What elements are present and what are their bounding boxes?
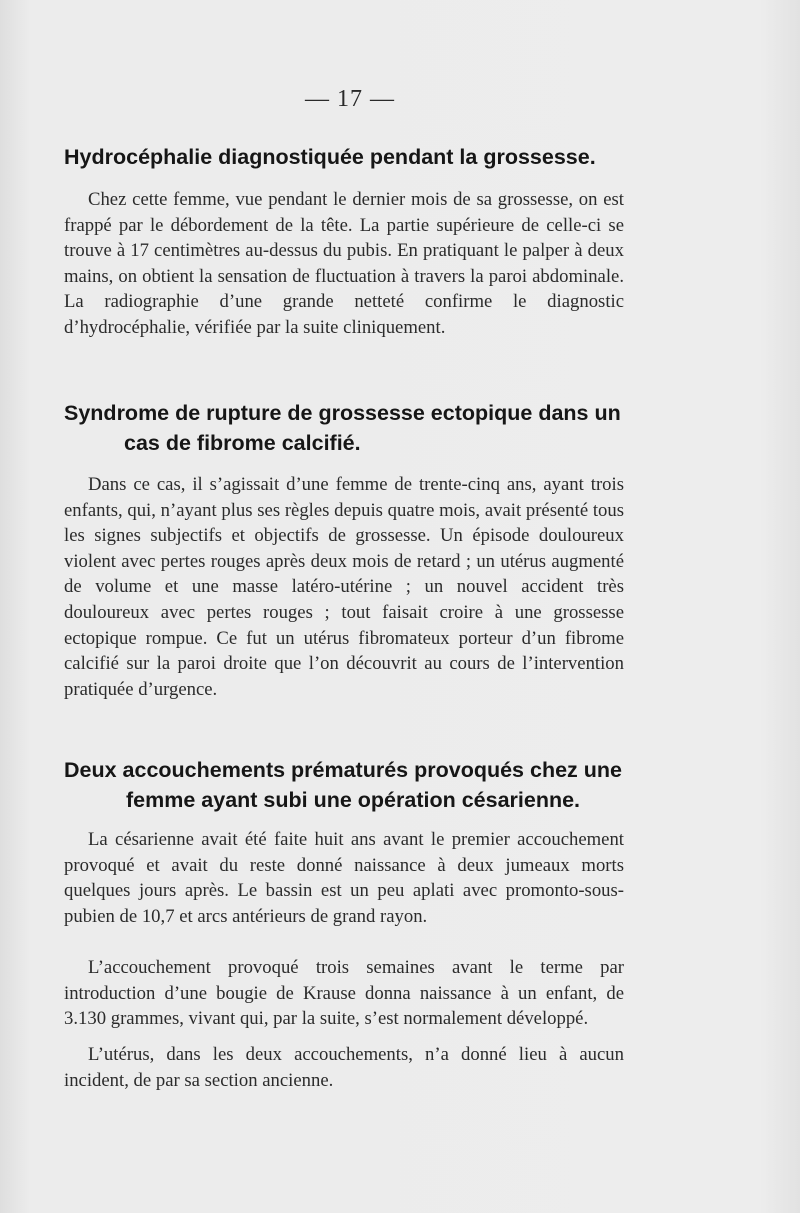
section-heading-line-2: femme ayant subi une opération césarienne. [126, 788, 581, 812]
paragraph-grossesse-ectopique: Dans ce cas, il s’agissait d’une femme de trente-cinq ans, ayant trois enfants, qui, n’ayant plus ses règles depuis quatre mois, avait présenté tous les signes subjectifs et objectifs de grossesse. Un épisode douloureux violent avec pertes rouges après deux mois de retard ; un utérus augmenté de volume et une masse latéro-utérine ; un nouvel accident très douloureux avec pertes rouges ; tout faisait croire à une grossesse ectopique rompue. Ce fut un utérus fibromateux porteur d’un fibrome calcifié sur la paroi droite que l’on découvrit au cours de l’intervention pratiquée d’urgence. [64, 474, 624, 700]
paragraph-cesarienne: La césarienne avait été faite huit ans avant le premier accouchement provoqué et avait du reste donné naissance à deux jumeaux morts quelques jours après. Le bassin est un peu aplati avec promonto-sous-pubien de 10,7 et arcs antérieurs de grand rayon. [64, 829, 624, 927]
paragraph-uterus: L’utérus, dans les deux accouchements, n’a donné lieu à aucun incident, de par sa section ancienne. [64, 1044, 624, 1091]
paragraph-hydrocephalie: Chez cette femme, vue pendant le dernier mois de sa grossesse, on est frappé par le débordement de la tête. La partie supérieure de celle-ci se trouve à 17 centimètres au-dessus du pubis. En pratiquant le palper à deux mains, on obtient la sensation de fluctuation à travers la paroi abdominale. La radiographie d’une grande netteté confirme le diagnostic d’hydrocéphalie, vérifiée par la suite cliniquement. [64, 189, 624, 338]
page-number: — 17 — [305, 86, 395, 112]
section-heading-hydrocephalie [64, 145, 596, 170]
paragraph-accouchement-provoque: L’accouchement provoqué trois semaines avant le terme par introduction d’une bougie de Krause donna naissance à un enfant, de 3.130 grammes, vivant qui, par la suite, s’est normalement développé. [64, 957, 624, 1030]
section-heading-grossesse-ectopique [64, 398, 621, 458]
section-heading-accouchements-prematures [64, 755, 622, 815]
section-heading-line-1: Syndrome de rupture de grossesse ectopique dans un [64, 401, 621, 425]
section-heading-text: Hydrocéphalie diagnostiquée pendant la grossesse. [64, 145, 596, 169]
section-heading-line-1: Deux accouchements prématurés provoqués chez une [64, 758, 622, 782]
section-heading-line-2: cas de fibrome calcifié. [124, 431, 361, 455]
